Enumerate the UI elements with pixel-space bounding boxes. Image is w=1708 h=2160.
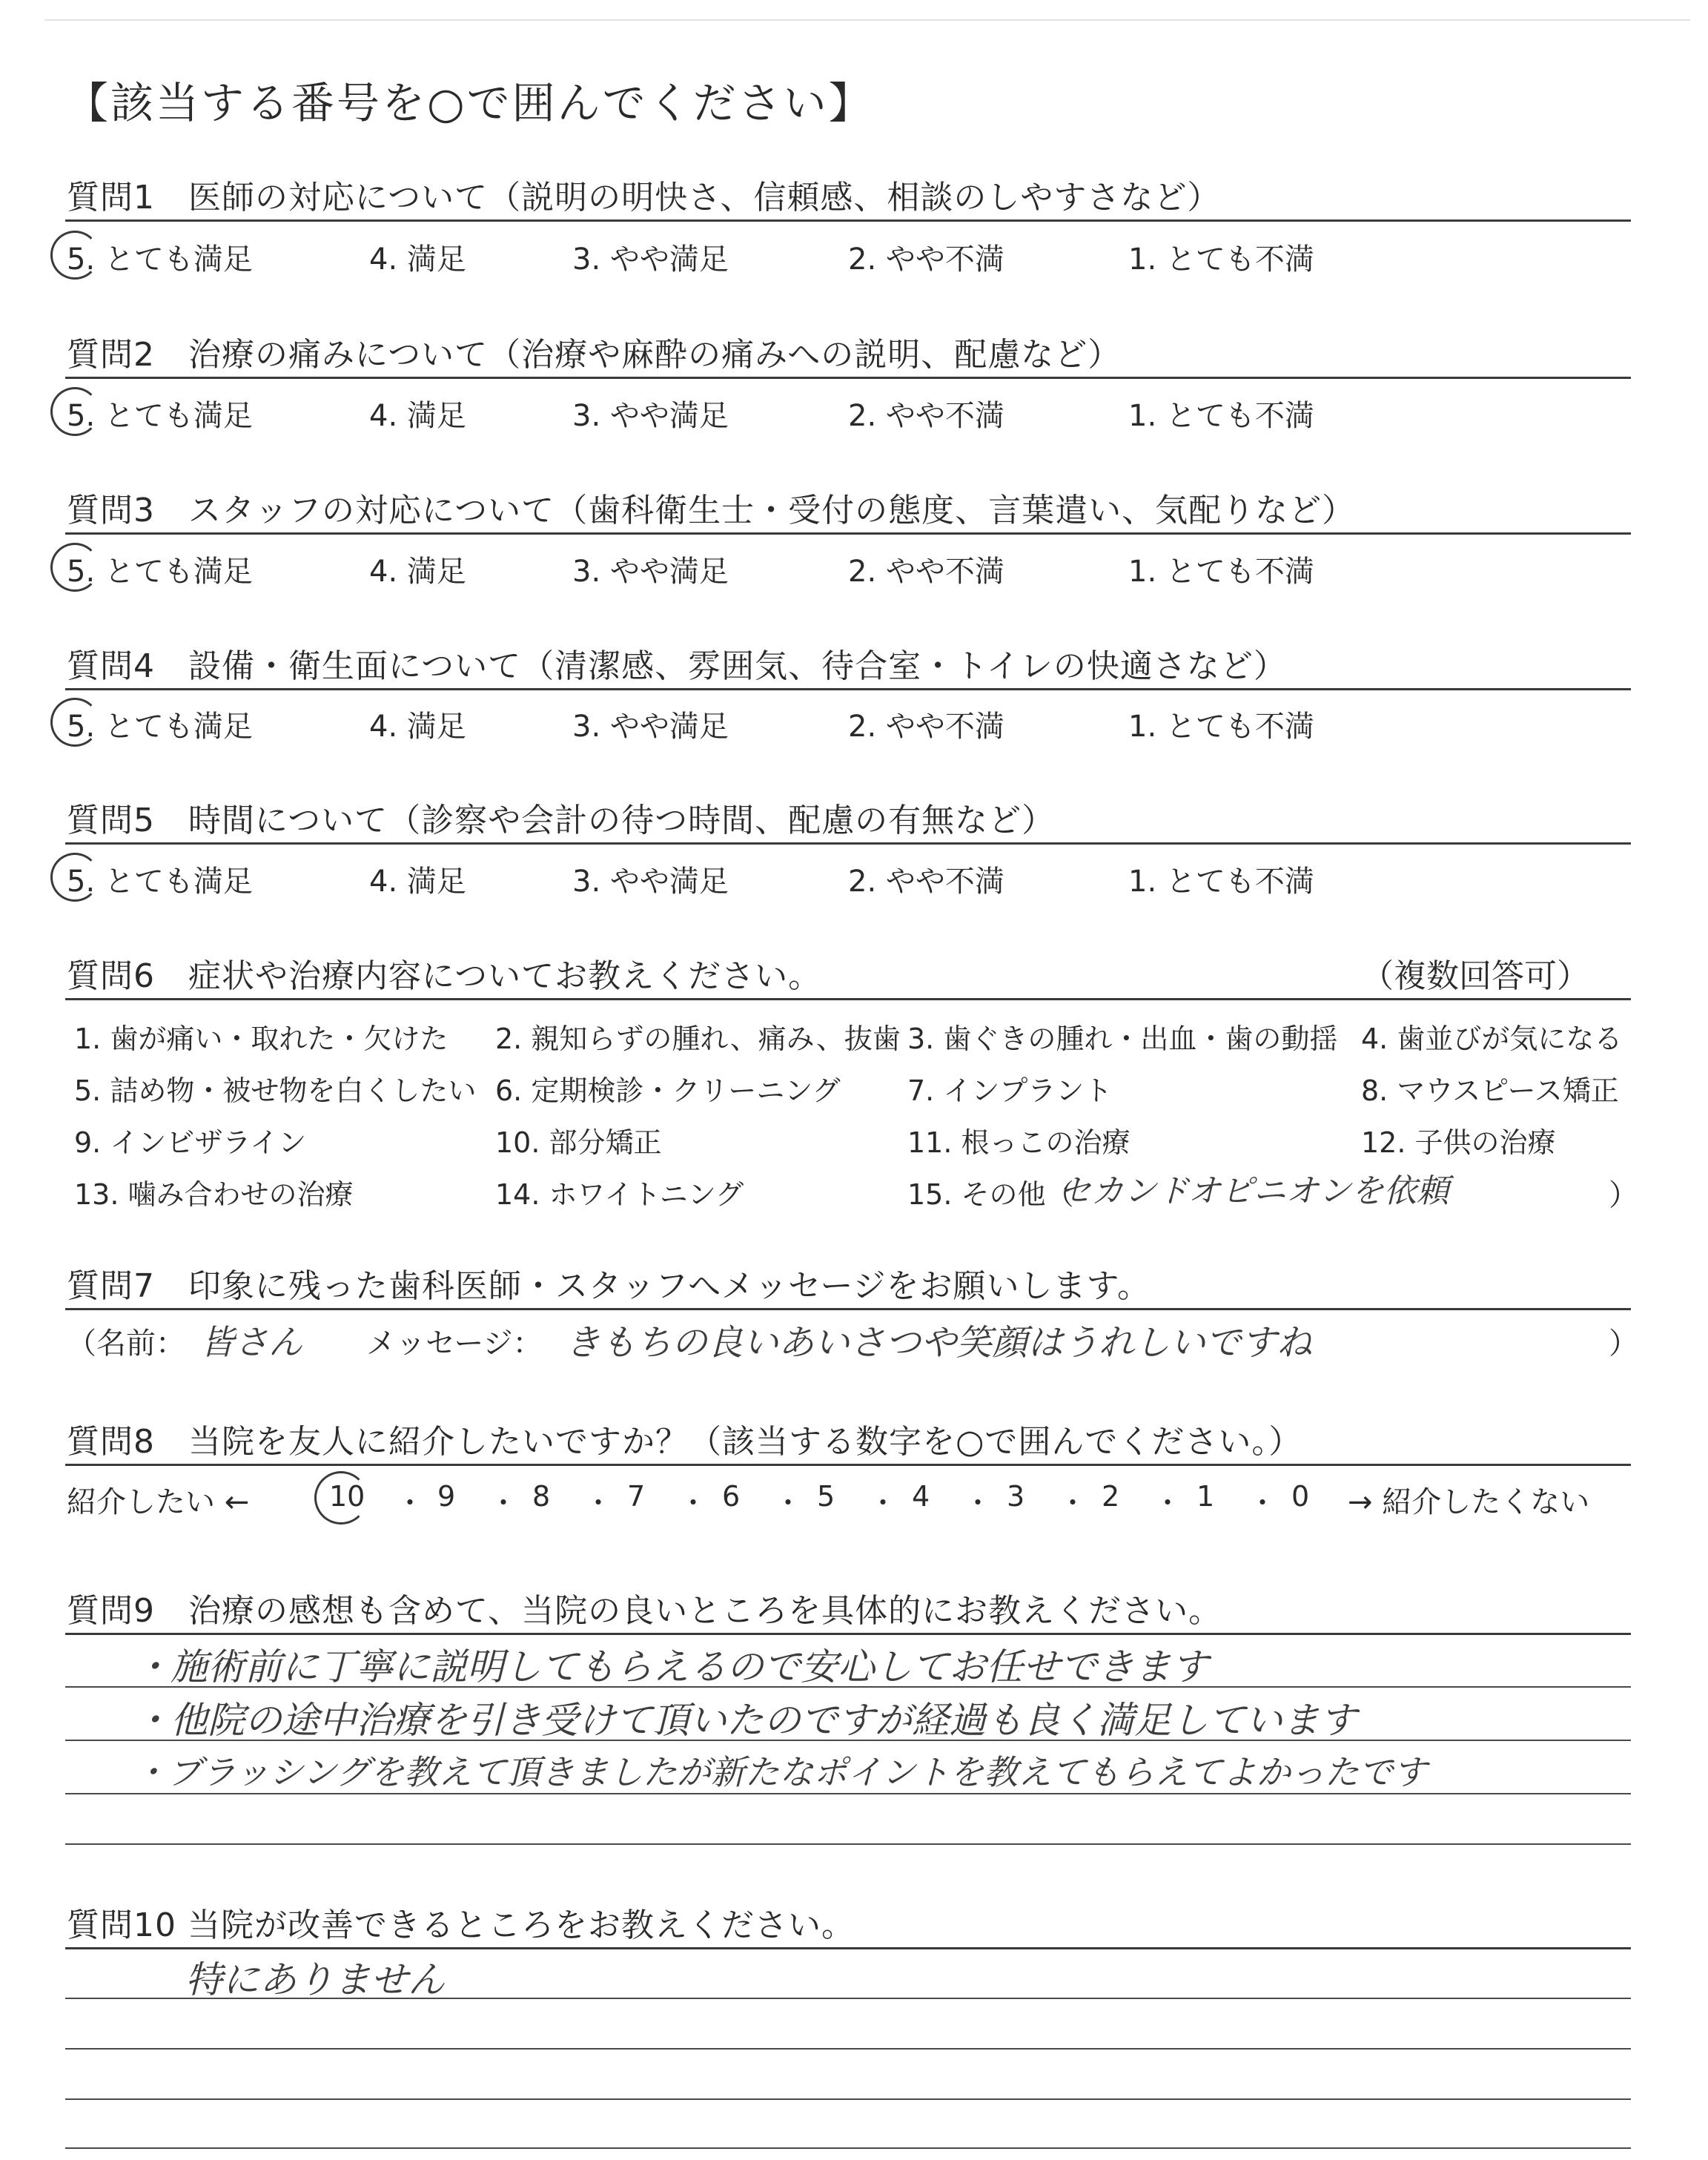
scale-dot: ・ bbox=[1059, 1487, 1088, 1519]
scale-dot: ・ bbox=[1248, 1487, 1277, 1519]
q6-option-4[interactable]: 4. 歯並びが気になる bbox=[1361, 1023, 1623, 1055]
recommend-right-label: → 紹介したくない bbox=[1348, 1485, 1590, 1519]
q9-answer-line-2[interactable]: ・他院の途中治療を引き受けて頂いたのですが経過も良く満足しています bbox=[133, 1699, 1357, 1742]
question-4-label: 質問4 設備・衛生面について（清潔感、雰囲気、待合室・トイレの快適さなど） bbox=[67, 647, 1287, 685]
message-close-paren: ） bbox=[1609, 1327, 1638, 1361]
question-7-rule bbox=[65, 1308, 1631, 1310]
scale-dot: ・ bbox=[396, 1487, 425, 1519]
answer-line bbox=[65, 2048, 1631, 2050]
scale-8[interactable]: 8 bbox=[532, 1480, 551, 1513]
q3-option-1[interactable]: 1. とても不満 bbox=[1128, 555, 1314, 589]
q1-option-2[interactable]: 2. やや不満 bbox=[848, 242, 1004, 277]
question-3-label: 質問3 スタッフの対応について（歯科衛生士・受付の態度、言葉遣い、気配りなど） bbox=[67, 492, 1356, 529]
scale-5[interactable]: 5 bbox=[817, 1480, 835, 1513]
question-8-label: 質問8 当院を友人に紹介したいですか？（該当する数字を○で囲んでください。） bbox=[67, 1423, 1302, 1461]
q2-option-2[interactable]: 2. やや不満 bbox=[848, 399, 1004, 433]
q2-option-3[interactable]: 3. やや満足 bbox=[572, 399, 729, 433]
q5-option-3[interactable]: 3. やや満足 bbox=[572, 865, 729, 899]
scale-dot: ・ bbox=[1153, 1487, 1182, 1519]
q3-option-5[interactable]: 5. とても満足 bbox=[67, 555, 253, 589]
q6-option-14[interactable]: 14. ホワイトニング bbox=[495, 1178, 744, 1211]
q9-answer-line-3[interactable]: ・ブラッシングを教えて頂きましたが新たなポイントを教えてもらえてよかったです bbox=[133, 1752, 1428, 1792]
scale-10[interactable]: 10 bbox=[329, 1480, 365, 1513]
multiple-answers-note: （複数回答可） bbox=[1361, 957, 1589, 995]
q3-option-2[interactable]: 2. やや不満 bbox=[848, 555, 1004, 589]
q6-option-6[interactable]: 6. 定期検診・クリーニング bbox=[495, 1074, 841, 1107]
message-written[interactable]: きもちの良いあいさつや笑顔はうれしいですね bbox=[565, 1322, 1313, 1364]
q1-option-3[interactable]: 3. やや満足 bbox=[572, 242, 729, 277]
scale-0[interactable]: 0 bbox=[1291, 1480, 1310, 1513]
q6-option-1[interactable]: 1. 歯が痛い・取れた・欠けた bbox=[74, 1023, 448, 1055]
q5-option-4[interactable]: 4. 満足 bbox=[369, 865, 466, 899]
q9-answer-line-1[interactable]: ・施術前に丁寧に説明してもらえるので安心してお任せできます bbox=[133, 1645, 1208, 1688]
q1-option-1[interactable]: 1. とても不満 bbox=[1128, 242, 1314, 277]
question-1-label: 質問1 医師の対応について（説明の明快さ、信頼感、相談のしやすさなど） bbox=[67, 179, 1221, 217]
q6-option-7[interactable]: 7. インプラント bbox=[907, 1074, 1113, 1107]
answer-line bbox=[65, 2098, 1631, 2100]
answer-line bbox=[65, 1843, 1631, 1845]
answer-line bbox=[65, 1740, 1631, 1741]
q1-option-4[interactable]: 4. 満足 bbox=[369, 242, 466, 277]
q3-option-3[interactable]: 3. やや満足 bbox=[572, 555, 729, 589]
q6-option-5[interactable]: 5. 詰め物・被せ物を白くしたい bbox=[74, 1074, 477, 1107]
q6-option-11[interactable]: 11. 根っこの治療 bbox=[907, 1126, 1131, 1159]
answer-line bbox=[65, 1793, 1631, 1794]
scale-2[interactable]: 2 bbox=[1102, 1480, 1120, 1513]
q2-option-4[interactable]: 4. 満足 bbox=[369, 399, 466, 433]
q4-option-4[interactable]: 4. 満足 bbox=[369, 710, 466, 744]
q6-option-3[interactable]: 3. 歯ぐきの腫れ・出血・歯の動揺 bbox=[907, 1023, 1338, 1055]
q6-option-13[interactable]: 13. 噛み合わせの治療 bbox=[74, 1178, 354, 1211]
question-6-rule bbox=[65, 998, 1631, 1000]
q4-option-2[interactable]: 2. やや不満 bbox=[848, 710, 1004, 744]
answer-line bbox=[65, 2147, 1631, 2149]
question-5-rule bbox=[65, 842, 1631, 845]
question-10-rule bbox=[65, 1947, 1631, 1949]
q6-option-2[interactable]: 2. 親知らずの腫れ、痛み、抜歯 bbox=[495, 1023, 901, 1055]
recommend-left-label: 紹介したい ← bbox=[67, 1485, 250, 1519]
scale-dot: ・ bbox=[774, 1487, 803, 1519]
q6-option-15[interactable]: 15. その他（ bbox=[907, 1178, 1074, 1211]
question-6-label: 質問6 症状や治療内容についてお教えください。 bbox=[67, 957, 822, 995]
top-edge-line bbox=[44, 19, 1690, 21]
answer-line bbox=[65, 1686, 1631, 1688]
question-3-rule bbox=[65, 532, 1631, 535]
q3-option-4[interactable]: 4. 満足 bbox=[369, 555, 466, 589]
question-2-label: 質問2 治療の痛みについて（治療や麻酔の痛みへの説明、配慮など） bbox=[67, 336, 1122, 374]
q4-option-5[interactable]: 5. とても満足 bbox=[67, 710, 253, 744]
q5-option-2[interactable]: 2. やや不満 bbox=[848, 865, 1004, 899]
question-1-rule bbox=[65, 219, 1631, 222]
scale-3[interactable]: 3 bbox=[1007, 1480, 1025, 1513]
name-written[interactable]: 皆さん bbox=[200, 1322, 302, 1362]
scale-dot: ・ bbox=[584, 1487, 613, 1519]
q10-answer[interactable]: 特にありません bbox=[185, 1958, 445, 2001]
scale-dot: ・ bbox=[964, 1487, 993, 1519]
answer-line bbox=[65, 1998, 1631, 1999]
question-4-rule bbox=[65, 688, 1631, 690]
question-9-rule bbox=[65, 1633, 1631, 1635]
scale-dot: ・ bbox=[489, 1487, 518, 1519]
scale-1[interactable]: 1 bbox=[1196, 1480, 1215, 1513]
scale-dot: ・ bbox=[869, 1487, 898, 1519]
q1-option-5[interactable]: 5. とても満足 bbox=[67, 242, 253, 277]
scale-dot: ・ bbox=[679, 1487, 708, 1519]
q6-other-close-paren: ） bbox=[1609, 1178, 1638, 1212]
q6-other-written[interactable]: セカンドオピニオンを依頼 bbox=[1059, 1172, 1449, 1210]
q6-option-9[interactable]: 9. インビザライン bbox=[74, 1126, 307, 1159]
message-label: メッセージ： bbox=[366, 1327, 543, 1361]
question-8-rule bbox=[65, 1464, 1631, 1466]
q4-option-1[interactable]: 1. とても不満 bbox=[1128, 710, 1314, 744]
scale-7[interactable]: 7 bbox=[627, 1480, 646, 1513]
name-label: （名前： bbox=[67, 1327, 185, 1361]
scale-6[interactable]: 6 bbox=[722, 1480, 741, 1513]
question-5-label: 質問5 時間について（診察や会計の待つ時間、配慮の有無など） bbox=[67, 802, 1056, 839]
question-10-label: 質問10 当院が改善できるところをお教えください。 bbox=[67, 1906, 855, 1944]
question-9-label: 質問9 治療の感想も含めて、当院の良いところを具体的にお教えください。 bbox=[67, 1592, 1222, 1630]
question-2-rule bbox=[65, 377, 1631, 379]
scale-9[interactable]: 9 bbox=[437, 1480, 456, 1513]
q6-option-8[interactable]: 8. マウスピース矯正 bbox=[1361, 1074, 1619, 1107]
scale-4[interactable]: 4 bbox=[912, 1480, 930, 1513]
q2-option-1[interactable]: 1. とても不満 bbox=[1128, 399, 1314, 433]
q4-option-3[interactable]: 3. やや満足 bbox=[572, 710, 729, 744]
question-7-label: 質問7 印象に残った歯科医師・スタッフへメッセージをお願いします。 bbox=[67, 1267, 1151, 1305]
q6-option-10[interactable]: 10. 部分矯正 bbox=[495, 1126, 662, 1159]
q5-option-5[interactable]: 5. とても満足 bbox=[67, 865, 253, 899]
q2-option-5[interactable]: 5. とても満足 bbox=[67, 399, 253, 433]
q6-option-12[interactable]: 12. 子供の治療 bbox=[1361, 1126, 1556, 1159]
page-title: 【該当する番号を○で囲んでください】 bbox=[65, 78, 874, 128]
q5-option-1[interactable]: 1. とても不満 bbox=[1128, 865, 1314, 899]
